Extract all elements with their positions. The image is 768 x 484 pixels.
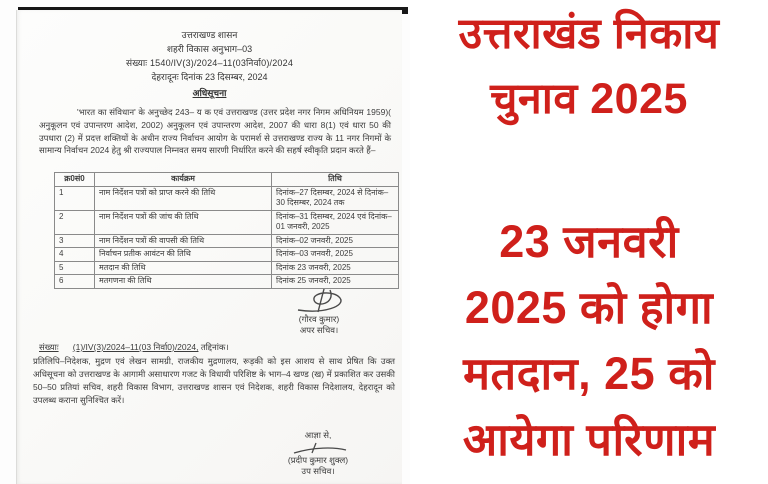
dept-name: शहरी विकास अनुभाग–03 <box>166 44 253 54</box>
notification-title: अधिसूचना <box>192 88 227 98</box>
document-paper <box>16 10 402 484</box>
signature-scribble-icon <box>286 441 350 455</box>
signature-block-additional-secretary <box>264 288 374 336</box>
headline-main <box>410 209 768 473</box>
signature-scribble-icon <box>284 288 354 314</box>
headline-main-line3: मतदान, 25 को <box>463 348 715 399</box>
ref-label: संख्याः <box>39 342 59 352</box>
headline-title <box>410 2 768 132</box>
endorsement-ref-line <box>39 342 391 353</box>
headline-title-line2: चुनाव 2025 <box>490 75 688 123</box>
govt-name: उत्तराखण्ड शासन <box>181 30 238 40</box>
signature-block-deputy-secretary <box>258 430 378 477</box>
ref-value: (1)/IV(3)/2024–11(03 निर्वा0)/2024, <box>72 342 199 352</box>
col-header-date: तिथि <box>272 173 399 187</box>
headline-main-line1: 23 जनवरी <box>499 216 679 267</box>
table-row: 4 निर्वाचन प्रतीक आवंटन की तिथि दिनांक–03 जनवरी, 2025 <box>55 248 399 262</box>
signatory-name: (गौरव कुमार) <box>298 314 340 324</box>
notification-body <box>39 106 391 157</box>
headline-main-line2: 2025 को होगा <box>464 282 714 333</box>
headline-panel <box>410 0 768 484</box>
place-date: देहरादूनः दिनांक 23 दिसम्बर, 2024 <box>151 72 268 82</box>
body-paragraph: 'भारत का संविधान' के अनुच्छेद 243– य क एवं उत्तराखण्ड (उत्तर प्रदेश नगर निगम अधिनियम 1959)( अनुकूलन एवं उपान्तरण आदेश, 2002) अनुकूलन एवं उपान्तरण आदेश, 2007 की धारा 8(1) एवं धारा 50 की उपधारा (2) में प्रदत्त शक्तियों के अधीन राज्य निर्वाचन आयोग के परामर्श से उत्तराखण्ड राज्य के 11 नगर निगमों के सामान्य निर्वाचन 2024 हेतु श्री राज्यपाल निम्नवत समय सारणी निर्धारित करने की सहर्ष स्वीकृति प्रदान करते हैं– <box>39 107 391 156</box>
ref-suffix: तद्दिनांक। <box>198 342 229 352</box>
reference-number: संख्याः 1540/IV(3)/2024–11(03निर्वा0)/2024 <box>125 58 294 68</box>
col-header-serial: क्र0सं0 <box>55 173 95 187</box>
table-header-row <box>55 173 399 187</box>
headline-main-line4: आयेगा परिणाम <box>462 414 716 465</box>
signatory-designation: उप सचिव। <box>301 466 335 476</box>
table-row: 1 नाम निर्देशन पत्रों को प्राप्त करने की तिथि दिनांक–27 दिसम्बर, 2024 से दिनांक–30 दिसम्बर, 2024 तक <box>55 186 399 210</box>
document-header <box>17 28 402 100</box>
headline-title-line1: उत्तराखंड निकाय <box>458 10 720 58</box>
col-header-event: कार्यक्रम <box>95 173 272 187</box>
table-row: 2 नाम निर्देशन पत्रों की जांच की तिथि दिनांक–31 दिसम्बर, 2024 एवं दिनांक–01 जनवरी, 2025 <box>55 210 399 234</box>
election-schedule-table <box>54 172 399 289</box>
copy-endorsement-paragraph: प्रतिलिपि–निदेशक, मुद्रण एवं लेखन सामग्री, राजकीय मुद्रणालय, रूड़की को इस आशय से साथ प्रेषित कि उक्त अधिसूचना को उत्तराखण्ड के आगामी असाधारण गजट के विधायी परिशिष्ट के भाग–4 खण्ड (ख) में प्रकाशित कर उसकी 50–50 प्रतियां सचिव, शहरी विकास विभाग, उत्तराखण्ड शासन एवं निदेशक, शहरी विकास निदेशालय, देहरादून को उपलब्ध कराना सुनिश्चित करें। <box>33 356 395 405</box>
table-row: 3 नाम निर्देशन पत्रों की वापसी की तिथि दिनांक–02 जनवरी, 2025 <box>55 234 399 248</box>
table-row: 5 मतदान की तिथि दिनांक 23 जनवरी, 2025 <box>55 261 399 275</box>
signatory-name: (प्रदीप कुमार शुक्ल) <box>287 455 349 465</box>
table-row: 6 मतगणना की तिथि दिनांक 25 जनवरी, 2025 <box>55 275 399 289</box>
signatory-designation: अपर सचिव। <box>299 325 339 335</box>
salutation: आज्ञा से, <box>304 430 332 440</box>
